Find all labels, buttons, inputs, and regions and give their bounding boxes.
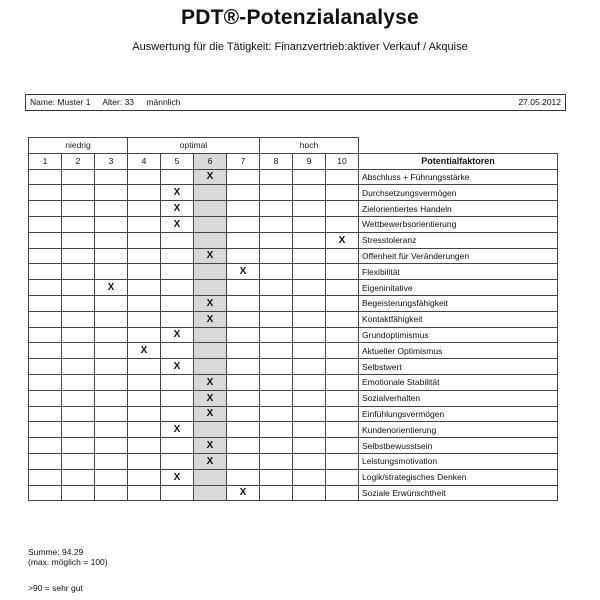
score-cell [293, 422, 326, 438]
score-cell [326, 295, 359, 311]
factor-name: Kundenorientierung [359, 422, 558, 438]
score-mark: X [161, 469, 194, 485]
score-cell [227, 343, 260, 359]
score-cell [194, 359, 227, 375]
factor-name: Soziale Erwünschtheit [359, 485, 558, 501]
factor-column-header: Potentialfaktoren [359, 153, 558, 169]
score-cell [293, 485, 326, 501]
score-cell [227, 438, 260, 454]
score-cell [29, 327, 62, 343]
score-cell [161, 248, 194, 264]
score-cell [260, 374, 293, 390]
score-mark: X [194, 438, 227, 454]
score-cell [95, 374, 128, 390]
factor-name: Selbstbewusstsein [359, 438, 558, 454]
score-cell [29, 311, 62, 327]
score-cell [161, 374, 194, 390]
score-cell [29, 438, 62, 454]
score-cell [260, 390, 293, 406]
table-row [29, 343, 558, 359]
scale-group-row [29, 138, 558, 154]
page-title: PDT®-Potenzialanalyse [181, 6, 419, 29]
score-cell [293, 169, 326, 185]
score-cell [194, 469, 227, 485]
score-cell [62, 374, 95, 390]
score-cell [95, 295, 128, 311]
score-cell [326, 343, 359, 359]
score-cell [227, 280, 260, 296]
score-mark: X [161, 216, 194, 232]
score-cell [161, 169, 194, 185]
table-row [29, 374, 558, 390]
table-row [29, 422, 558, 438]
score-cell [62, 248, 95, 264]
score-cell [161, 406, 194, 422]
score-mark: X [161, 359, 194, 375]
score-cell [260, 469, 293, 485]
score-cell [29, 216, 62, 232]
score-cell [260, 232, 293, 248]
score-cell [326, 390, 359, 406]
score-cell [326, 280, 359, 296]
score-cell [293, 311, 326, 327]
score-cell [95, 485, 128, 501]
score-cell [95, 311, 128, 327]
score-cell [128, 264, 161, 280]
score-mark: X [194, 406, 227, 422]
score-cell [260, 264, 293, 280]
table-row [29, 453, 558, 469]
factor-name: Grundoptimismus [359, 327, 558, 343]
score-mark: X [161, 327, 194, 343]
score-cell [62, 232, 95, 248]
score-cell [95, 453, 128, 469]
score-cell [128, 232, 161, 248]
table-body [29, 138, 558, 501]
scale-column-8: 8 [260, 153, 293, 169]
score-cell [62, 185, 95, 201]
score-cell [128, 185, 161, 201]
score-cell [227, 295, 260, 311]
score-cell [260, 280, 293, 296]
scale-column-2: 2 [62, 153, 95, 169]
score-cell [29, 264, 62, 280]
score-mark: X [194, 169, 227, 185]
factor-name: Flexibilität [359, 264, 558, 280]
score-cell [29, 343, 62, 359]
score-cell [128, 390, 161, 406]
score-mark: X [161, 185, 194, 201]
scale-column-3: 3 [95, 153, 128, 169]
score-cell [326, 248, 359, 264]
table-row [29, 232, 558, 248]
score-cell [227, 359, 260, 375]
score-cell [95, 185, 128, 201]
score-cell [128, 438, 161, 454]
score-cell [128, 248, 161, 264]
factor-name: Eigeninitative [359, 280, 558, 296]
score-mark: X [227, 485, 260, 501]
summary-max: (max. möglich = 100) [28, 557, 108, 567]
score-cell [260, 453, 293, 469]
person-gender: männlich [146, 97, 181, 107]
score-cell [194, 232, 227, 248]
score-cell [194, 216, 227, 232]
score-cell [128, 469, 161, 485]
score-cell [161, 264, 194, 280]
score-mark: X [161, 422, 194, 438]
scale-column-6: 6 [194, 153, 227, 169]
score-cell [260, 311, 293, 327]
table-row [29, 295, 558, 311]
score-cell [95, 469, 128, 485]
score-cell [326, 453, 359, 469]
score-cell [62, 201, 95, 217]
scale-column-4: 4 [128, 153, 161, 169]
score-cell [29, 169, 62, 185]
score-cell [260, 343, 293, 359]
score-cell [128, 374, 161, 390]
table-row [29, 406, 558, 422]
table-row [29, 311, 558, 327]
score-cell [326, 311, 359, 327]
score-cell [29, 232, 62, 248]
score-cell [260, 406, 293, 422]
score-cell [293, 390, 326, 406]
score-cell [29, 453, 62, 469]
table-row [29, 169, 558, 185]
factor-name: Emotionale Stabilität [359, 374, 558, 390]
score-mark: X [128, 343, 161, 359]
score-cell [326, 201, 359, 217]
score-cell [128, 359, 161, 375]
score-cell [29, 374, 62, 390]
score-cell [128, 311, 161, 327]
score-cell [194, 201, 227, 217]
score-cell [227, 453, 260, 469]
score-cell [227, 406, 260, 422]
score-cell [326, 359, 359, 375]
person-info-box [25, 94, 566, 111]
score-cell [62, 169, 95, 185]
score-cell [326, 216, 359, 232]
score-mark: X [194, 453, 227, 469]
score-cell [227, 327, 260, 343]
score-cell [326, 438, 359, 454]
score-cell [128, 327, 161, 343]
score-cell [62, 469, 95, 485]
table-row [29, 438, 558, 454]
table-row [29, 359, 558, 375]
table-row [29, 264, 558, 280]
score-cell [326, 406, 359, 422]
score-cell [227, 216, 260, 232]
score-cell [62, 216, 95, 232]
score-cell [260, 169, 293, 185]
score-cell [326, 264, 359, 280]
report-date: 27.05.2012 [518, 97, 561, 107]
table-row [29, 327, 558, 343]
score-cell [293, 327, 326, 343]
score-cell [227, 248, 260, 264]
score-cell [326, 169, 359, 185]
score-cell [95, 248, 128, 264]
score-cell [95, 264, 128, 280]
scale-group-1: optimal [128, 138, 260, 154]
header-spacer [359, 138, 558, 154]
score-cell [326, 469, 359, 485]
score-cell [95, 422, 128, 438]
score-cell [62, 311, 95, 327]
score-cell [29, 485, 62, 501]
score-cell [29, 422, 62, 438]
score-cell [260, 359, 293, 375]
score-cell [293, 343, 326, 359]
score-cell [161, 280, 194, 296]
score-cell [260, 438, 293, 454]
score-cell [227, 422, 260, 438]
score-cell [29, 359, 62, 375]
score-cell [62, 280, 95, 296]
score-mark: X [194, 295, 227, 311]
score-cell [161, 343, 194, 359]
factor-name: Durchsetzungsvermögen [359, 185, 558, 201]
scale-column-9: 9 [293, 153, 326, 169]
score-cell [194, 422, 227, 438]
score-cell [260, 216, 293, 232]
score-cell [293, 216, 326, 232]
score-cell [62, 327, 95, 343]
score-cell [128, 453, 161, 469]
score-cell [260, 185, 293, 201]
table-row [29, 216, 558, 232]
score-cell [29, 469, 62, 485]
score-cell [194, 280, 227, 296]
score-cell [326, 185, 359, 201]
score-cell [29, 185, 62, 201]
table-row [29, 248, 558, 264]
score-cell [326, 374, 359, 390]
score-mark: X [194, 390, 227, 406]
score-cell [29, 280, 62, 296]
factor-name: Logik/strategisches Denken [359, 469, 558, 485]
table-row [29, 390, 558, 406]
score-cell [29, 390, 62, 406]
score-cell [95, 343, 128, 359]
score-mark: X [194, 248, 227, 264]
score-cell [95, 201, 128, 217]
score-cell [293, 295, 326, 311]
score-cell [29, 201, 62, 217]
score-cell [62, 453, 95, 469]
score-cell [128, 169, 161, 185]
score-cell [95, 359, 128, 375]
score-cell [62, 343, 95, 359]
scale-group-0: niedrig [29, 138, 128, 154]
scale-column-5: 5 [161, 153, 194, 169]
score-cell [62, 264, 95, 280]
score-cell [260, 248, 293, 264]
score-cell [161, 232, 194, 248]
summary-sum: Summe: 94.29 [28, 547, 84, 557]
scale-column-7: 7 [227, 153, 260, 169]
score-mark: X [194, 311, 227, 327]
score-cell [128, 485, 161, 501]
score-cell [194, 327, 227, 343]
factor-name: Wettbewerbsorientierung [359, 216, 558, 232]
score-cell [161, 311, 194, 327]
score-cell [293, 185, 326, 201]
table-row [29, 185, 558, 201]
score-cell [293, 201, 326, 217]
score-cell [326, 422, 359, 438]
factor-name: Aktueller Optimismus [359, 343, 558, 359]
score-cell [29, 295, 62, 311]
score-mark: X [326, 232, 359, 248]
score-cell [227, 232, 260, 248]
factor-name: Abschluss + Führungsstärke [359, 169, 558, 185]
score-cell [128, 406, 161, 422]
score-cell [62, 406, 95, 422]
score-cell [29, 248, 62, 264]
score-cell [62, 485, 95, 501]
table-row [29, 201, 558, 217]
score-cell [95, 438, 128, 454]
score-cell [293, 374, 326, 390]
score-cell [293, 280, 326, 296]
table-row [29, 280, 558, 296]
score-cell [62, 438, 95, 454]
score-cell [260, 201, 293, 217]
score-cell [95, 327, 128, 343]
score-cell [62, 390, 95, 406]
score-cell [95, 216, 128, 232]
score-cell [260, 295, 293, 311]
factor-name: Zielorientiertes Handeln [359, 201, 558, 217]
scale-group-2: hoch [260, 138, 359, 154]
summary-block [28, 547, 108, 567]
score-cell [227, 390, 260, 406]
table-row [29, 485, 558, 501]
potential-factors-table [28, 137, 558, 501]
score-cell [326, 327, 359, 343]
score-cell [227, 469, 260, 485]
score-cell [95, 232, 128, 248]
score-cell [260, 327, 293, 343]
score-cell [128, 201, 161, 217]
factor-name: Kontaktfähigkeit [359, 311, 558, 327]
score-cell [161, 390, 194, 406]
table-row [29, 469, 558, 485]
score-cell [293, 359, 326, 375]
person-details [30, 95, 190, 110]
score-cell [293, 438, 326, 454]
score-mark: X [194, 374, 227, 390]
score-cell [95, 169, 128, 185]
score-cell [227, 185, 260, 201]
score-cell [326, 485, 359, 501]
scale-column-1: 1 [29, 153, 62, 169]
score-cell [227, 311, 260, 327]
score-cell [260, 422, 293, 438]
score-cell [95, 406, 128, 422]
score-cell [29, 406, 62, 422]
score-cell [128, 280, 161, 296]
factor-name: Offenheit für Veränderungen [359, 248, 558, 264]
factor-name: Leistungsmotivation [359, 453, 558, 469]
score-mark: X [95, 280, 128, 296]
score-mark: X [161, 201, 194, 217]
score-cell [161, 453, 194, 469]
score-cell [293, 232, 326, 248]
score-cell [227, 169, 260, 185]
score-cell [161, 438, 194, 454]
score-cell [260, 485, 293, 501]
score-cell [128, 422, 161, 438]
score-cell [194, 485, 227, 501]
page-subtitle: Auswertung für die Tätigkeit: Finanzvertrieb:aktiver Verkauf / Akquise [132, 41, 468, 53]
score-cell [227, 374, 260, 390]
factor-name: Stresstoleranz [359, 232, 558, 248]
person-name: Name: Muster 1 [30, 97, 91, 107]
rating-legend: >90 = sehr gut [28, 583, 83, 593]
person-age: Alter: 33 [102, 97, 135, 107]
factor-name: Selbstwert [359, 359, 558, 375]
score-mark: X [227, 264, 260, 280]
score-cell [95, 390, 128, 406]
score-cell [194, 185, 227, 201]
score-cell [194, 264, 227, 280]
score-cell [128, 295, 161, 311]
scale-column-10: 10 [326, 153, 359, 169]
score-cell [293, 264, 326, 280]
factor-name: Einfühlungsvermögen [359, 406, 558, 422]
score-cell [62, 359, 95, 375]
score-cell [227, 201, 260, 217]
score-cell [293, 469, 326, 485]
score-cell [62, 295, 95, 311]
score-cell [194, 343, 227, 359]
factor-name: Begeisterungsfähigkeit [359, 295, 558, 311]
score-cell [161, 485, 194, 501]
factor-name: Sozialverhalten [359, 390, 558, 406]
score-cell [128, 216, 161, 232]
score-cell [161, 295, 194, 311]
scale-number-row [29, 153, 558, 169]
score-cell [293, 248, 326, 264]
score-cell [293, 406, 326, 422]
score-cell [293, 453, 326, 469]
score-cell [62, 422, 95, 438]
